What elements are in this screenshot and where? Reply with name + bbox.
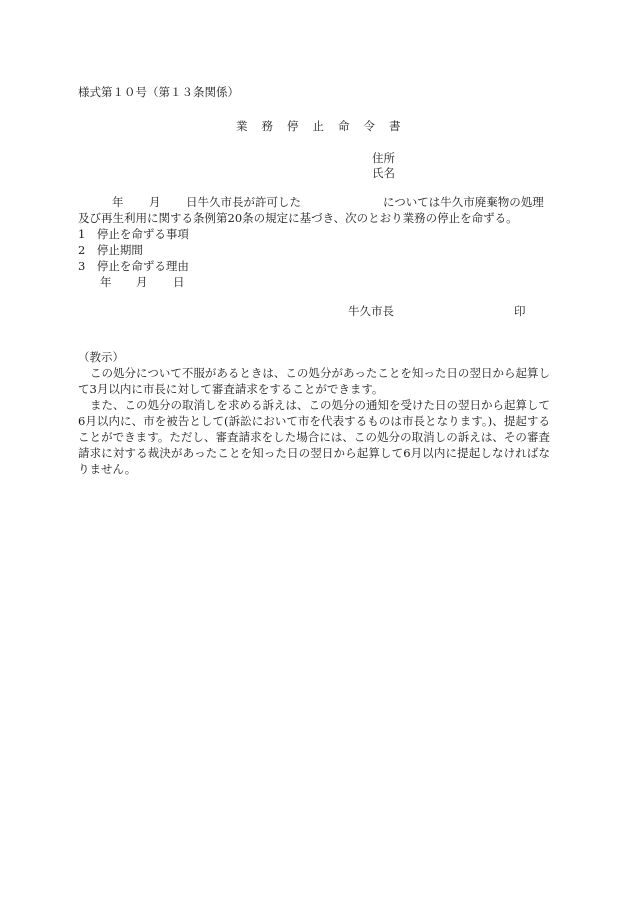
recipient-address-label: 住所 <box>372 151 395 165</box>
notice-paragraph-review: この処分について不服があるときは、この処分があったことを知った日の翌日から起算して3月以内に市長に対して審査請求をすることができます。 <box>78 366 550 396</box>
issue-day-label: 日 <box>173 275 185 289</box>
recipient-name-label: 氏名 <box>372 166 395 180</box>
seal-mark: 印 <box>514 304 526 318</box>
notice-heading: （教示） <box>78 350 124 364</box>
permit-month-label: 月 <box>149 195 161 209</box>
item-suspension-reason: 3 停止を命ずる理由 <box>78 259 189 273</box>
document-title: 業務停止命令書 <box>236 119 415 133</box>
form-number: 様式第１０号（第１３条関係） <box>78 85 239 99</box>
order-statement: 及び再生利用に関する条例第20条の規定に基づき、次のとおり業務の停止を命ずる。 <box>78 211 518 225</box>
item-suspended-matters: 1 停止を命ずる事項 <box>78 227 189 241</box>
item-suspension-period: 2 停止期間 <box>78 243 143 257</box>
permit-day-text: 日牛久市長が許可した <box>186 195 301 209</box>
notice-paragraph-lawsuit: また、この処分の取消しを求める訴えは、この処分の通知を受けた日の翌日から起算して6月以内に、市を被告として(訴訟において市を代表するものは市長となります。)、提起することができます。ただし、審査請求をした場合には、この処分の取消しの訴えは、その審査請求に対する裁決があったことを知った日の翌日から起算して6月以内に提起しなければなりません。 <box>78 398 550 476</box>
issuer-title: 牛久市長 <box>348 304 394 318</box>
issue-year-label: 年 <box>100 275 112 289</box>
permit-line-tail: については牛久市廃棄物の処理 <box>383 195 544 209</box>
permit-year-label: 年 <box>112 195 124 209</box>
issue-month-label: 月 <box>136 275 148 289</box>
